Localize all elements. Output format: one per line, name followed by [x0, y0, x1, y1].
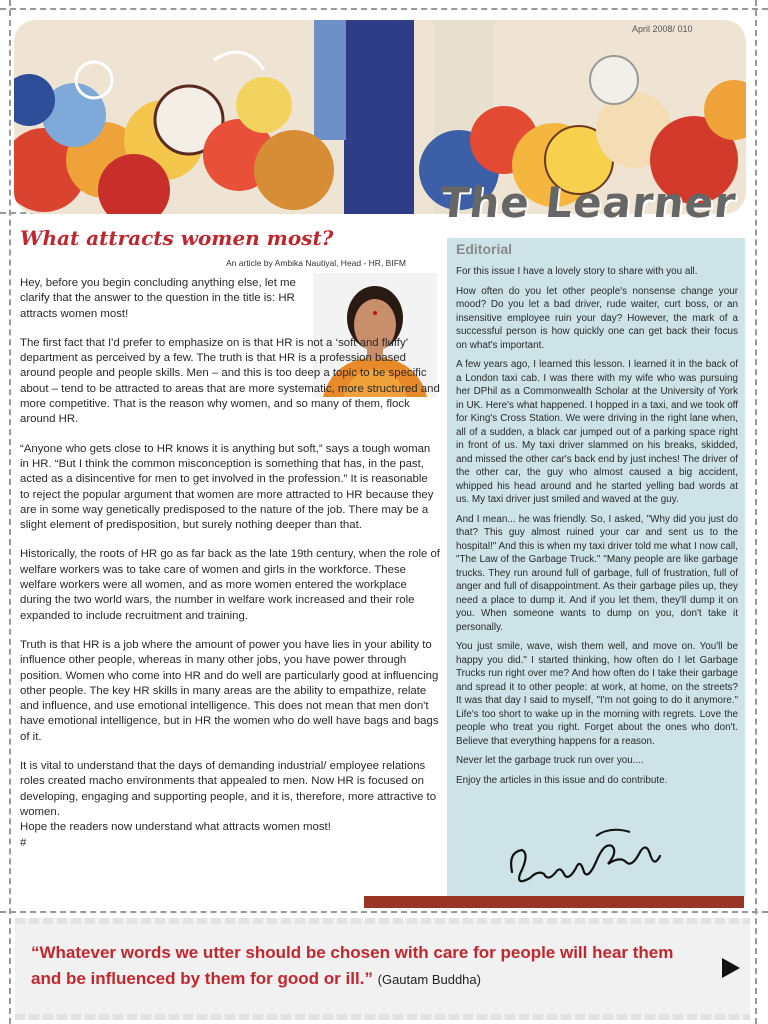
quote-author: (Gautam Buddha)	[377, 972, 481, 987]
article-paragraph: Truth is that HR is a job where the amount of power you have lies in your ability to influence other people, whereas in many other jobs, you have power through position. Women who come into HR and do well are particularly good at influencing other people. The key HR skills in many areas are the ability to empathize, relate and influence, and use emotional intelligence. This does not mean that men don't have emotional intelligence, but in HR the women who do well have bags and bags of it.	[20, 638, 439, 743]
article-byline: An article by Ambika Nautiyal, Head - HR, BIFM	[226, 258, 406, 268]
editorial-body	[456, 265, 738, 793]
article-body	[20, 276, 440, 865]
editorial-paragraph: How often do you let other people's nonsense change your mood? Do you let a bad driver, rude waiter, curt boss, or an insensitive employee ruin your day? However, the mark of a successful person is how quickly one can get back their focus on what's important.	[456, 285, 738, 351]
quote-text	[31, 940, 701, 993]
editorial-heading: Editorial	[456, 241, 513, 257]
top-dashed-rule	[0, 8, 768, 10]
editorial-paragraph: Never let the garbage truck run over you....	[456, 755, 644, 766]
editorial-box	[447, 238, 745, 896]
editorial-paragraph: For this issue I have a lovely story to share with you all.	[456, 266, 698, 277]
editor-signature	[500, 812, 670, 902]
decorative-bar	[364, 896, 744, 908]
article-paragraph: Hey, before you begin concluding anything else, let me clarify that the answer to the question in the title is: HR attracts women most!	[20, 277, 296, 320]
editorial-paragraph: A few years ago, I learned this lesson. I learned it in the back of a London taxi cab. I was there with my wife who was pursuing her DPhil as a Commonwealth Scholar at the University of York in UK. Here's what happened. I hopped in a taxi, and we took off for King's Cross Station. We were driving in the right lane when, all of a sudden, a black car jumped out of a parking space right in front of us. My taxi driver slammed on his breaks, skidded, and missed the other car's back end by just inches! The driver of the other car, the guy who almost caused a big accident, whipped his head around and he started yelling bad words at us. My taxi driver just smiled and waved at the guy.	[456, 359, 738, 505]
article-paragraph: The first fact that I'd prefer to emphasize on is that HR is not a ‘soft and fluffy’ department as perceived by a few. The truth is that HR is a profession based around people and people skills. Men – and this is too deep a topic to be specific about – tend to be attracted to areas that are more systematic, more structured and more competitive. That is the reason why women, and so many of them, flock around HR.	[20, 336, 440, 426]
article-paragraph: It is vital to understand that the days of demanding industrial/ employee relations roles created macho environments that appealed to men. Now HR is focused on developing, engaging and supporting people, and it is, therefore, more attractive to women.	[20, 760, 437, 818]
issue-date: April 2008/ 010	[632, 24, 693, 34]
film-strip-top	[15, 918, 750, 924]
next-arrow-icon[interactable]	[722, 958, 740, 978]
newsletter-masthead: The Learner	[437, 178, 739, 227]
article-paragraph: Historically, the roots of HR go as far back as the late 19th century, when the role of welfare workers was to take care of women and girls in the workforce. These welfare workers were all women, and as more women entered the workplace during the two world wars, the number in welfare work increased and their role expanded to include recruitment and training.	[20, 548, 440, 622]
right-dashed-border	[755, 0, 757, 1024]
quote-box	[15, 918, 750, 1020]
editorial-paragraph: And I mean... he was friendly. So, I asked, "Why did you just do that? This guy almost ruined your car and sent us to the hospital!" And this is when my taxi driver told me what I now call, "The Law of the Garbage Truck." "Many people are like garbage trucks. They run around full of garbage, full of frustration, full of anger and full of disappointment. As their garbage piles up, they need a place to dump it. And if you let them, they'll dump it on you. When someone wants to dump on you, don't take it personally.	[456, 513, 738, 633]
editorial-paragraph: Enjoy the articles in this issue and do contribute.	[456, 774, 668, 786]
left-dashed-border	[9, 0, 11, 1024]
article-paragraph: Hope the readers now understand what attracts women most!	[20, 821, 331, 834]
article-end-mark: #	[20, 836, 27, 849]
bottom-dashed-rule	[0, 911, 768, 913]
editorial-paragraph: You just smile, wave, wish them well, and move on. You'll be happy you did." I started thinking, how often do I let Garbage Trucks run right over me? And how often do I take their garbage and spread it to other people: at work, at home, on the streets? It was that day I said to myself, "I'm not going to do it anymore." Life's too short to wake up in the morning with regrets. Love the people who treat you right. Forget about the ones who don't. Believe that everything happens for a reason.	[456, 641, 738, 747]
film-strip-bottom	[15, 1014, 750, 1020]
quote-body: “Whatever words we utter should be chosen with care for people will hear them and be influenced by them for good or ill.”	[31, 943, 674, 988]
article-title: What attracts women most?	[20, 226, 334, 250]
article-paragraph: “Anyone who gets close to HR knows it is anything but soft,” says a tough woman in HR. “But I think the common misconception is something that has, in the past, acted as a disincentive for men to get involved in the profession.” It is reasonable to reject the popular argument that women are more attracted to HR because they are in some way genetically predisposed to the nature of the job. There may be a slight element of predisposition, but surely nothing deeper than that.	[20, 442, 434, 532]
